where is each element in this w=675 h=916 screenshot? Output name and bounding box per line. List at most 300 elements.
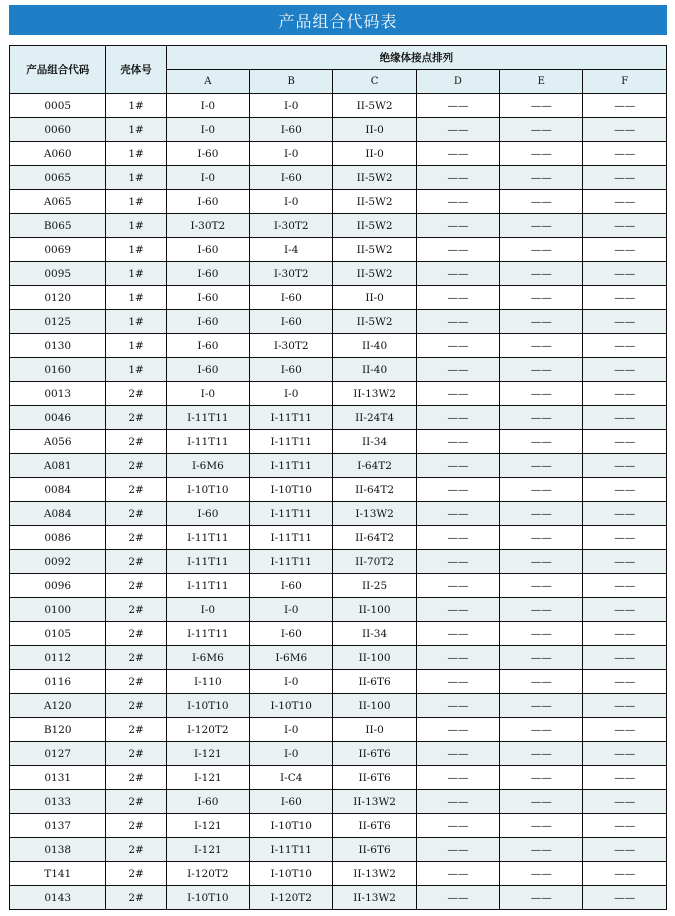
position-a-cell: I-60 <box>166 358 249 382</box>
table-row <box>10 550 667 574</box>
shell-cell: 1# <box>106 214 166 238</box>
code-cell: 0065 <box>10 166 106 190</box>
table-row <box>10 214 667 238</box>
position-b-cell: I-0 <box>250 382 333 406</box>
position-a-cell: I-60 <box>166 262 249 286</box>
position-c-cell: II-70T2 <box>333 550 416 574</box>
table-row <box>10 94 667 118</box>
code-cell: 0120 <box>10 286 106 310</box>
position-d-cell: —— <box>416 454 499 478</box>
position-d-cell: —— <box>416 790 499 814</box>
position-d-cell: —— <box>416 622 499 646</box>
position-e-cell: —— <box>500 526 583 550</box>
position-c-cell: II-6T6 <box>333 742 416 766</box>
position-d-cell: —— <box>416 814 499 838</box>
code-cell: 0013 <box>10 382 106 406</box>
position-b-cell: I-60 <box>250 358 333 382</box>
code-cell: B120 <box>10 718 106 742</box>
position-c-cell: II-100 <box>333 646 416 670</box>
shell-cell: 2# <box>106 406 166 430</box>
code-cell: 0138 <box>10 838 106 862</box>
position-f-cell: —— <box>583 646 667 670</box>
position-b-cell: I-30T2 <box>250 262 333 286</box>
position-b-cell: I-60 <box>250 790 333 814</box>
position-b-cell: I-10T10 <box>250 478 333 502</box>
position-a-cell: I-60 <box>166 310 249 334</box>
code-cell: 0060 <box>10 118 106 142</box>
position-c-cell: II-100 <box>333 694 416 718</box>
position-b-cell: I-60 <box>250 118 333 142</box>
position-a-cell: I-6M6 <box>166 454 249 478</box>
position-d-cell: —— <box>416 742 499 766</box>
shell-cell: 2# <box>106 838 166 862</box>
column-header-position-d: D <box>416 70 499 94</box>
position-d-cell: —— <box>416 214 499 238</box>
position-a-cell: I-60 <box>166 502 249 526</box>
position-d-cell: —— <box>416 238 499 262</box>
shell-cell: 2# <box>106 886 166 910</box>
shell-cell: 1# <box>106 118 166 142</box>
position-f-cell: —— <box>583 814 667 838</box>
position-e-cell: —— <box>500 406 583 430</box>
position-f-cell: —— <box>583 430 667 454</box>
code-cell: 0096 <box>10 574 106 598</box>
code-cell: A056 <box>10 430 106 454</box>
code-cell: 0100 <box>10 598 106 622</box>
position-f-cell: —— <box>583 94 667 118</box>
shell-cell: 2# <box>106 862 166 886</box>
position-b-cell: I-11T11 <box>250 838 333 862</box>
position-e-cell: —— <box>500 214 583 238</box>
position-c-cell: II-34 <box>333 430 416 454</box>
column-header-position-c: C <box>333 70 416 94</box>
code-cell: 0133 <box>10 790 106 814</box>
position-d-cell: —— <box>416 598 499 622</box>
position-c-cell: II-6T6 <box>333 766 416 790</box>
code-cell: 0125 <box>10 310 106 334</box>
position-e-cell: —— <box>500 142 583 166</box>
position-c-cell: II-0 <box>333 286 416 310</box>
shell-cell: 1# <box>106 262 166 286</box>
shell-cell: 1# <box>106 310 166 334</box>
page-title: 产品组合代码表 <box>9 5 667 35</box>
code-cell: 0046 <box>10 406 106 430</box>
position-b-cell: I-0 <box>250 670 333 694</box>
code-cell: 0095 <box>10 262 106 286</box>
position-a-cell: I-121 <box>166 742 249 766</box>
position-a-cell: I-11T11 <box>166 430 249 454</box>
position-f-cell: —— <box>583 526 667 550</box>
position-e-cell: —— <box>500 310 583 334</box>
shell-cell: 2# <box>106 742 166 766</box>
position-d-cell: —— <box>416 670 499 694</box>
position-e-cell: —— <box>500 286 583 310</box>
position-f-cell: —— <box>583 718 667 742</box>
position-b-cell: I-60 <box>250 622 333 646</box>
position-a-cell: I-6M6 <box>166 646 249 670</box>
position-b-cell: I-11T11 <box>250 526 333 550</box>
position-f-cell: —— <box>583 622 667 646</box>
code-cell: 0092 <box>10 550 106 574</box>
position-b-cell: I-4 <box>250 238 333 262</box>
shell-cell: 1# <box>106 358 166 382</box>
position-a-cell: I-110 <box>166 670 249 694</box>
position-b-cell: I-0 <box>250 142 333 166</box>
position-a-cell: I-60 <box>166 190 249 214</box>
position-f-cell: —— <box>583 166 667 190</box>
table-row <box>10 190 667 214</box>
position-f-cell: —— <box>583 214 667 238</box>
position-e-cell: —— <box>500 478 583 502</box>
code-cell: 0127 <box>10 742 106 766</box>
position-d-cell: —— <box>416 718 499 742</box>
position-d-cell: —— <box>416 478 499 502</box>
position-c-cell: II-24T4 <box>333 406 416 430</box>
position-e-cell: —— <box>500 694 583 718</box>
position-e-cell: —— <box>500 118 583 142</box>
position-e-cell: —— <box>500 334 583 358</box>
position-d-cell: —— <box>416 142 499 166</box>
code-cell: 0160 <box>10 358 106 382</box>
position-f-cell: —— <box>583 262 667 286</box>
position-d-cell: —— <box>416 862 499 886</box>
table-row <box>10 286 667 310</box>
position-c-cell: II-64T2 <box>333 478 416 502</box>
position-b-cell: I-11T11 <box>250 454 333 478</box>
code-cell: A060 <box>10 142 106 166</box>
position-f-cell: —— <box>583 382 667 406</box>
table-row <box>10 670 667 694</box>
position-e-cell: —— <box>500 454 583 478</box>
position-b-cell: I-11T11 <box>250 406 333 430</box>
position-c-cell: II-6T6 <box>333 670 416 694</box>
position-c-cell: I-64T2 <box>333 454 416 478</box>
position-f-cell: —— <box>583 862 667 886</box>
position-f-cell: —— <box>583 838 667 862</box>
code-cell: A065 <box>10 190 106 214</box>
position-b-cell: I-0 <box>250 598 333 622</box>
position-f-cell: —— <box>583 358 667 382</box>
table-row <box>10 742 667 766</box>
position-f-cell: —— <box>583 286 667 310</box>
position-b-cell: I-11T11 <box>250 550 333 574</box>
position-a-cell: I-11T11 <box>166 526 249 550</box>
position-d-cell: —— <box>416 550 499 574</box>
position-f-cell: —— <box>583 790 667 814</box>
position-b-cell: I-120T2 <box>250 886 333 910</box>
shell-cell: 2# <box>106 430 166 454</box>
position-d-cell: —— <box>416 574 499 598</box>
position-b-cell: I-60 <box>250 574 333 598</box>
position-a-cell: I-10T10 <box>166 478 249 502</box>
shell-cell: 2# <box>106 526 166 550</box>
position-c-cell: II-5W2 <box>333 310 416 334</box>
position-c-cell: I-13W2 <box>333 502 416 526</box>
position-a-cell: I-60 <box>166 142 249 166</box>
position-f-cell: —— <box>583 238 667 262</box>
table-row <box>10 166 667 190</box>
position-d-cell: —— <box>416 406 499 430</box>
position-f-cell: —— <box>583 742 667 766</box>
shell-cell: 2# <box>106 478 166 502</box>
position-b-cell: I-30T2 <box>250 214 333 238</box>
position-d-cell: —— <box>416 118 499 142</box>
position-e-cell: —— <box>500 94 583 118</box>
position-c-cell: II-0 <box>333 118 416 142</box>
shell-cell: 1# <box>106 190 166 214</box>
shell-cell: 2# <box>106 718 166 742</box>
code-cell: 0130 <box>10 334 106 358</box>
position-e-cell: —— <box>500 358 583 382</box>
shell-cell: 2# <box>106 454 166 478</box>
table-row <box>10 118 667 142</box>
position-f-cell: —— <box>583 550 667 574</box>
position-c-cell: II-40 <box>333 358 416 382</box>
shell-cell: 1# <box>106 334 166 358</box>
position-c-cell: II-25 <box>333 574 416 598</box>
position-a-cell: I-11T11 <box>166 406 249 430</box>
table-row <box>10 718 667 742</box>
position-f-cell: —— <box>583 334 667 358</box>
position-a-cell: I-0 <box>166 382 249 406</box>
position-a-cell: I-121 <box>166 766 249 790</box>
code-cell: A120 <box>10 694 106 718</box>
position-b-cell: I-0 <box>250 190 333 214</box>
position-e-cell: —— <box>500 382 583 406</box>
position-f-cell: —— <box>583 670 667 694</box>
column-header-position-e: E <box>500 70 583 94</box>
shell-cell: 1# <box>106 238 166 262</box>
code-cell: 0005 <box>10 94 106 118</box>
position-e-cell: —— <box>500 766 583 790</box>
position-c-cell: II-13W2 <box>333 886 416 910</box>
position-b-cell: I-0 <box>250 718 333 742</box>
position-b-cell: I-10T10 <box>250 862 333 886</box>
position-e-cell: —— <box>500 238 583 262</box>
code-cell: 0086 <box>10 526 106 550</box>
position-d-cell: —— <box>416 430 499 454</box>
position-a-cell: I-11T11 <box>166 550 249 574</box>
position-c-cell: II-5W2 <box>333 238 416 262</box>
position-c-cell: II-5W2 <box>333 214 416 238</box>
position-c-cell: II-5W2 <box>333 94 416 118</box>
position-f-cell: —— <box>583 454 667 478</box>
position-e-cell: —— <box>500 790 583 814</box>
position-a-cell: I-60 <box>166 790 249 814</box>
code-cell: 0084 <box>10 478 106 502</box>
position-e-cell: —— <box>500 886 583 910</box>
code-cell: 0131 <box>10 766 106 790</box>
table-body <box>10 94 667 910</box>
position-d-cell: —— <box>416 310 499 334</box>
position-b-cell: I-11T11 <box>250 430 333 454</box>
column-header-code: 产品组合代码 <box>10 46 106 94</box>
position-e-cell: —— <box>500 190 583 214</box>
table-row <box>10 646 667 670</box>
table-row <box>10 622 667 646</box>
table-row <box>10 238 667 262</box>
position-a-cell: I-120T2 <box>166 718 249 742</box>
table-row <box>10 406 667 430</box>
position-a-cell: I-10T10 <box>166 886 249 910</box>
table-row <box>10 334 667 358</box>
table-row <box>10 454 667 478</box>
position-f-cell: —— <box>583 598 667 622</box>
table-row <box>10 766 667 790</box>
table-row <box>10 574 667 598</box>
position-b-cell: I-30T2 <box>250 334 333 358</box>
table-row <box>10 478 667 502</box>
shell-cell: 2# <box>106 766 166 790</box>
position-a-cell: I-121 <box>166 814 249 838</box>
position-d-cell: —— <box>416 334 499 358</box>
position-e-cell: —— <box>500 262 583 286</box>
table-row <box>10 838 667 862</box>
position-a-cell: I-0 <box>166 598 249 622</box>
position-f-cell: —— <box>583 502 667 526</box>
position-e-cell: —— <box>500 838 583 862</box>
position-b-cell: I-0 <box>250 742 333 766</box>
position-a-cell: I-60 <box>166 334 249 358</box>
position-c-cell: II-6T6 <box>333 838 416 862</box>
shell-cell: 1# <box>106 286 166 310</box>
product-code-table <box>9 45 667 910</box>
position-e-cell: —— <box>500 622 583 646</box>
table-row <box>10 430 667 454</box>
code-cell: A084 <box>10 502 106 526</box>
position-a-cell: I-30T2 <box>166 214 249 238</box>
table-row <box>10 862 667 886</box>
position-e-cell: —— <box>500 598 583 622</box>
table-row <box>10 262 667 286</box>
position-e-cell: —— <box>500 646 583 670</box>
shell-cell: 2# <box>106 670 166 694</box>
shell-cell: 1# <box>106 142 166 166</box>
table-row <box>10 598 667 622</box>
position-a-cell: I-0 <box>166 118 249 142</box>
shell-cell: 2# <box>106 550 166 574</box>
position-c-cell: II-0 <box>333 718 416 742</box>
position-d-cell: —— <box>416 262 499 286</box>
position-c-cell: II-40 <box>333 334 416 358</box>
shell-cell: 1# <box>106 94 166 118</box>
code-cell: 0143 <box>10 886 106 910</box>
shell-cell: 1# <box>106 166 166 190</box>
position-b-cell: I-60 <box>250 310 333 334</box>
position-c-cell: II-5W2 <box>333 262 416 286</box>
position-d-cell: —— <box>416 166 499 190</box>
position-b-cell: I-11T11 <box>250 502 333 526</box>
position-e-cell: —— <box>500 742 583 766</box>
code-cell: 0137 <box>10 814 106 838</box>
position-c-cell: II-13W2 <box>333 790 416 814</box>
position-a-cell: I-0 <box>166 94 249 118</box>
position-d-cell: —— <box>416 766 499 790</box>
position-f-cell: —— <box>583 406 667 430</box>
position-f-cell: —— <box>583 142 667 166</box>
position-f-cell: —— <box>583 694 667 718</box>
position-e-cell: —— <box>500 166 583 190</box>
position-e-cell: —— <box>500 502 583 526</box>
shell-cell: 2# <box>106 502 166 526</box>
position-b-cell: I-C4 <box>250 766 333 790</box>
position-a-cell: I-120T2 <box>166 862 249 886</box>
position-d-cell: —— <box>416 838 499 862</box>
position-d-cell: —— <box>416 886 499 910</box>
position-c-cell: II-5W2 <box>333 166 416 190</box>
position-d-cell: —— <box>416 694 499 718</box>
position-a-cell: I-60 <box>166 238 249 262</box>
position-f-cell: —— <box>583 574 667 598</box>
table-row <box>10 526 667 550</box>
position-a-cell: I-10T10 <box>166 694 249 718</box>
table-row <box>10 358 667 382</box>
position-e-cell: —— <box>500 430 583 454</box>
code-cell: 0116 <box>10 670 106 694</box>
position-b-cell: I-10T10 <box>250 814 333 838</box>
column-header-position-f: F <box>583 70 667 94</box>
position-f-cell: —— <box>583 766 667 790</box>
position-e-cell: —— <box>500 574 583 598</box>
code-cell: B065 <box>10 214 106 238</box>
position-c-cell: II-34 <box>333 622 416 646</box>
shell-cell: 2# <box>106 382 166 406</box>
shell-cell: 2# <box>106 622 166 646</box>
position-e-cell: —— <box>500 718 583 742</box>
position-a-cell: I-11T11 <box>166 622 249 646</box>
position-d-cell: —— <box>416 190 499 214</box>
table-row <box>10 694 667 718</box>
position-d-cell: —— <box>416 358 499 382</box>
position-d-cell: —— <box>416 502 499 526</box>
table-row <box>10 790 667 814</box>
position-f-cell: —— <box>583 310 667 334</box>
code-cell: 0069 <box>10 238 106 262</box>
position-c-cell: II-100 <box>333 598 416 622</box>
column-header-position-b: B <box>250 70 333 94</box>
column-header-insulator-group: 绝缘体接点排列 <box>166 46 666 70</box>
table-row <box>10 382 667 406</box>
code-cell: 0105 <box>10 622 106 646</box>
position-c-cell: II-6T6 <box>333 814 416 838</box>
position-d-cell: —— <box>416 526 499 550</box>
position-c-cell: II-13W2 <box>333 862 416 886</box>
position-d-cell: —— <box>416 382 499 406</box>
position-c-cell: II-0 <box>333 142 416 166</box>
shell-cell: 2# <box>106 598 166 622</box>
shell-cell: 2# <box>106 694 166 718</box>
table-row <box>10 310 667 334</box>
position-f-cell: —— <box>583 886 667 910</box>
code-cell: 0112 <box>10 646 106 670</box>
position-f-cell: —— <box>583 118 667 142</box>
code-cell: A081 <box>10 454 106 478</box>
position-a-cell: I-11T11 <box>166 574 249 598</box>
code-cell: T141 <box>10 862 106 886</box>
position-d-cell: —— <box>416 646 499 670</box>
column-header-position-a: A <box>166 70 249 94</box>
position-c-cell: II-64T2 <box>333 526 416 550</box>
shell-cell: 2# <box>106 814 166 838</box>
position-b-cell: I-10T10 <box>250 694 333 718</box>
position-e-cell: —— <box>500 862 583 886</box>
position-d-cell: —— <box>416 286 499 310</box>
table-row <box>10 142 667 166</box>
position-b-cell: I-60 <box>250 286 333 310</box>
position-e-cell: —— <box>500 550 583 574</box>
position-b-cell: I-0 <box>250 94 333 118</box>
shell-cell: 2# <box>106 574 166 598</box>
